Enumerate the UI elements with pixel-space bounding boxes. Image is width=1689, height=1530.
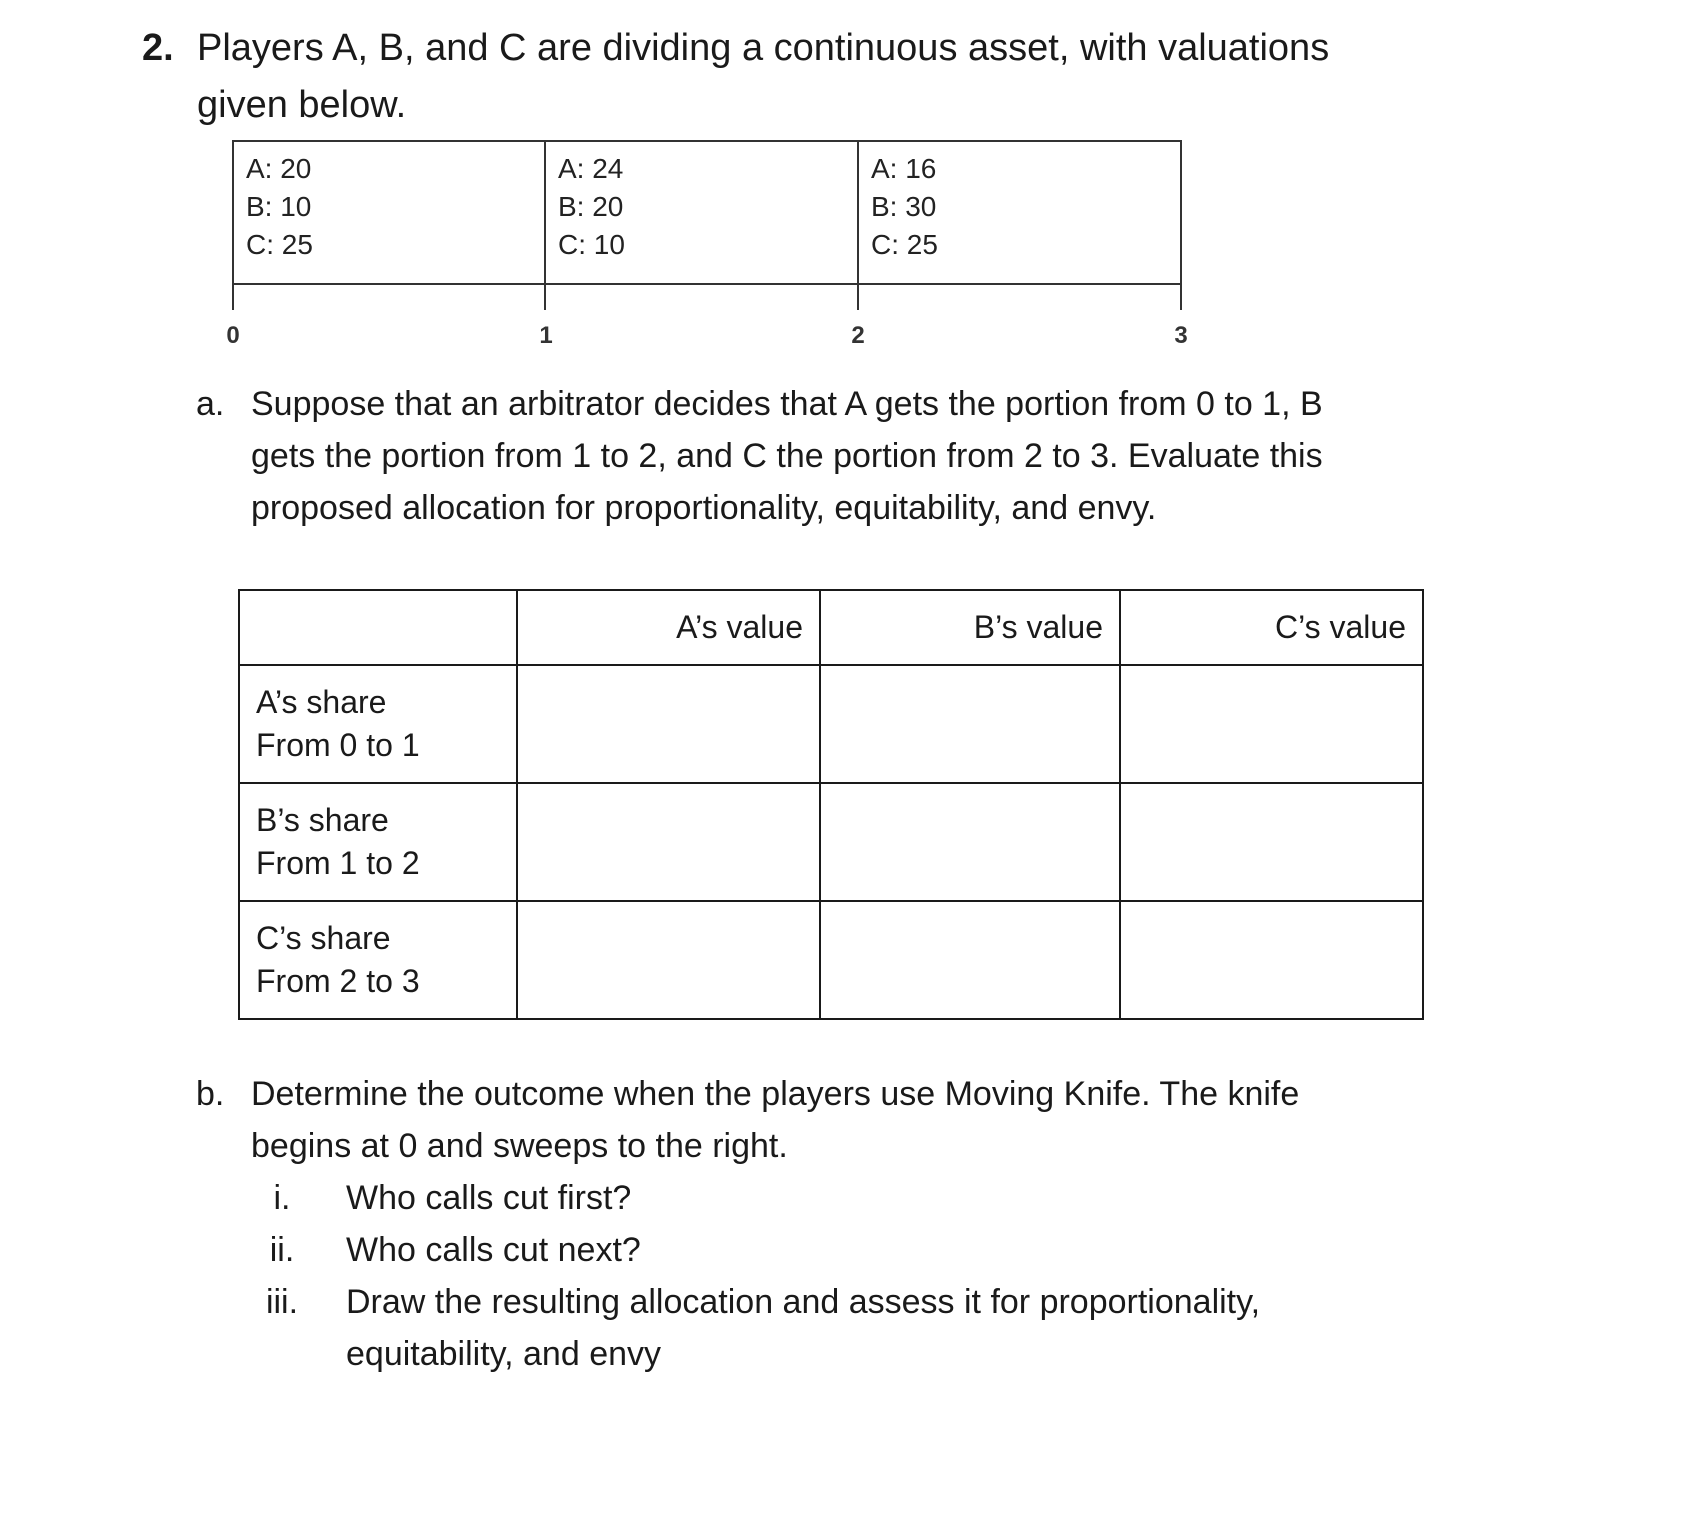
axis-tick-2 <box>857 285 859 310</box>
table-header-row <box>239 590 1423 665</box>
table-row <box>239 901 1423 1019</box>
item-iii-text: Draw the resulting allocation and assess it for proportionality, equitability, and envy <box>346 1283 1261 1373</box>
axis-tick-0 <box>232 285 234 310</box>
part-a-label: a. <box>196 385 225 423</box>
axis-label-2: 2 <box>851 322 865 349</box>
cell-c-share-a-value[interactable] <box>517 901 820 1019</box>
row-header-a-share: A’s share From 0 to 1 <box>239 665 517 783</box>
segment-2-3-values: A: 16 B: 30 C: 25 <box>871 153 938 260</box>
cell-b-share-a-value[interactable] <box>517 783 820 901</box>
part-b-text: Determine the outcome when the players use Moving Knife. The knife begins at 0 and sweeps to the right. <box>251 1075 1300 1165</box>
table-header-c-value: C’s value <box>1120 590 1423 665</box>
valuation-diagram <box>232 140 1182 340</box>
segment-1-2-values: A: 24 B: 20 C: 10 <box>558 153 625 260</box>
question-text-line2: given below. <box>197 84 407 126</box>
table-header-b-value: B’s value <box>820 590 1120 665</box>
diagram-divider-1 <box>544 140 546 285</box>
diagram-box <box>232 140 1182 285</box>
axis-label-1: 1 <box>539 322 553 349</box>
cell-b-share-b-value[interactable] <box>820 783 1120 901</box>
question-text-line1: Players A, B, and C are dividing a continuous asset, with valuations <box>197 27 1330 69</box>
table-header-a-value: A’s value <box>517 590 820 665</box>
item-ii-numeral: ii. <box>269 1231 295 1269</box>
cell-a-share-b-value[interactable] <box>820 665 1120 783</box>
row-header-c-share: C’s share From 2 to 3 <box>239 901 517 1019</box>
diagram-divider-2 <box>857 140 859 285</box>
table-header-blank <box>239 590 517 665</box>
value-table <box>238 589 1424 1020</box>
axis-label-0: 0 <box>226 322 240 349</box>
part-b-label: b. <box>196 1075 225 1113</box>
item-ii-text: Who calls cut next? <box>346 1231 641 1269</box>
item-iii-numeral: iii. <box>265 1283 299 1321</box>
cell-a-share-c-value[interactable] <box>1120 665 1423 783</box>
part-a-text: Suppose that an arbitrator decides that A gets the portion from 0 to 1, B gets the portion from 1 to 2, and C the portion from 2 to 3. Evaluate this proposed allocation for proportionality, equitability, and envy. <box>251 385 1323 527</box>
segment-0-1-values: A: 20 B: 10 C: 25 <box>246 153 313 260</box>
question-number: 2. <box>142 27 174 69</box>
table-row <box>239 783 1423 901</box>
axis-tick-3 <box>1180 285 1182 310</box>
item-i-text: Who calls cut first? <box>346 1179 632 1217</box>
cell-c-share-c-value[interactable] <box>1120 901 1423 1019</box>
question-text <box>197 20 1617 134</box>
cell-a-share-a-value[interactable] <box>517 665 820 783</box>
cell-b-share-c-value[interactable] <box>1120 783 1423 901</box>
table-row <box>239 665 1423 783</box>
axis-tick-1 <box>544 285 546 310</box>
item-i-numeral: i. <box>273 1179 291 1217</box>
cell-c-share-b-value[interactable] <box>820 901 1120 1019</box>
row-header-b-share: B’s share From 1 to 2 <box>239 783 517 901</box>
axis-label-3: 3 <box>1174 322 1188 349</box>
